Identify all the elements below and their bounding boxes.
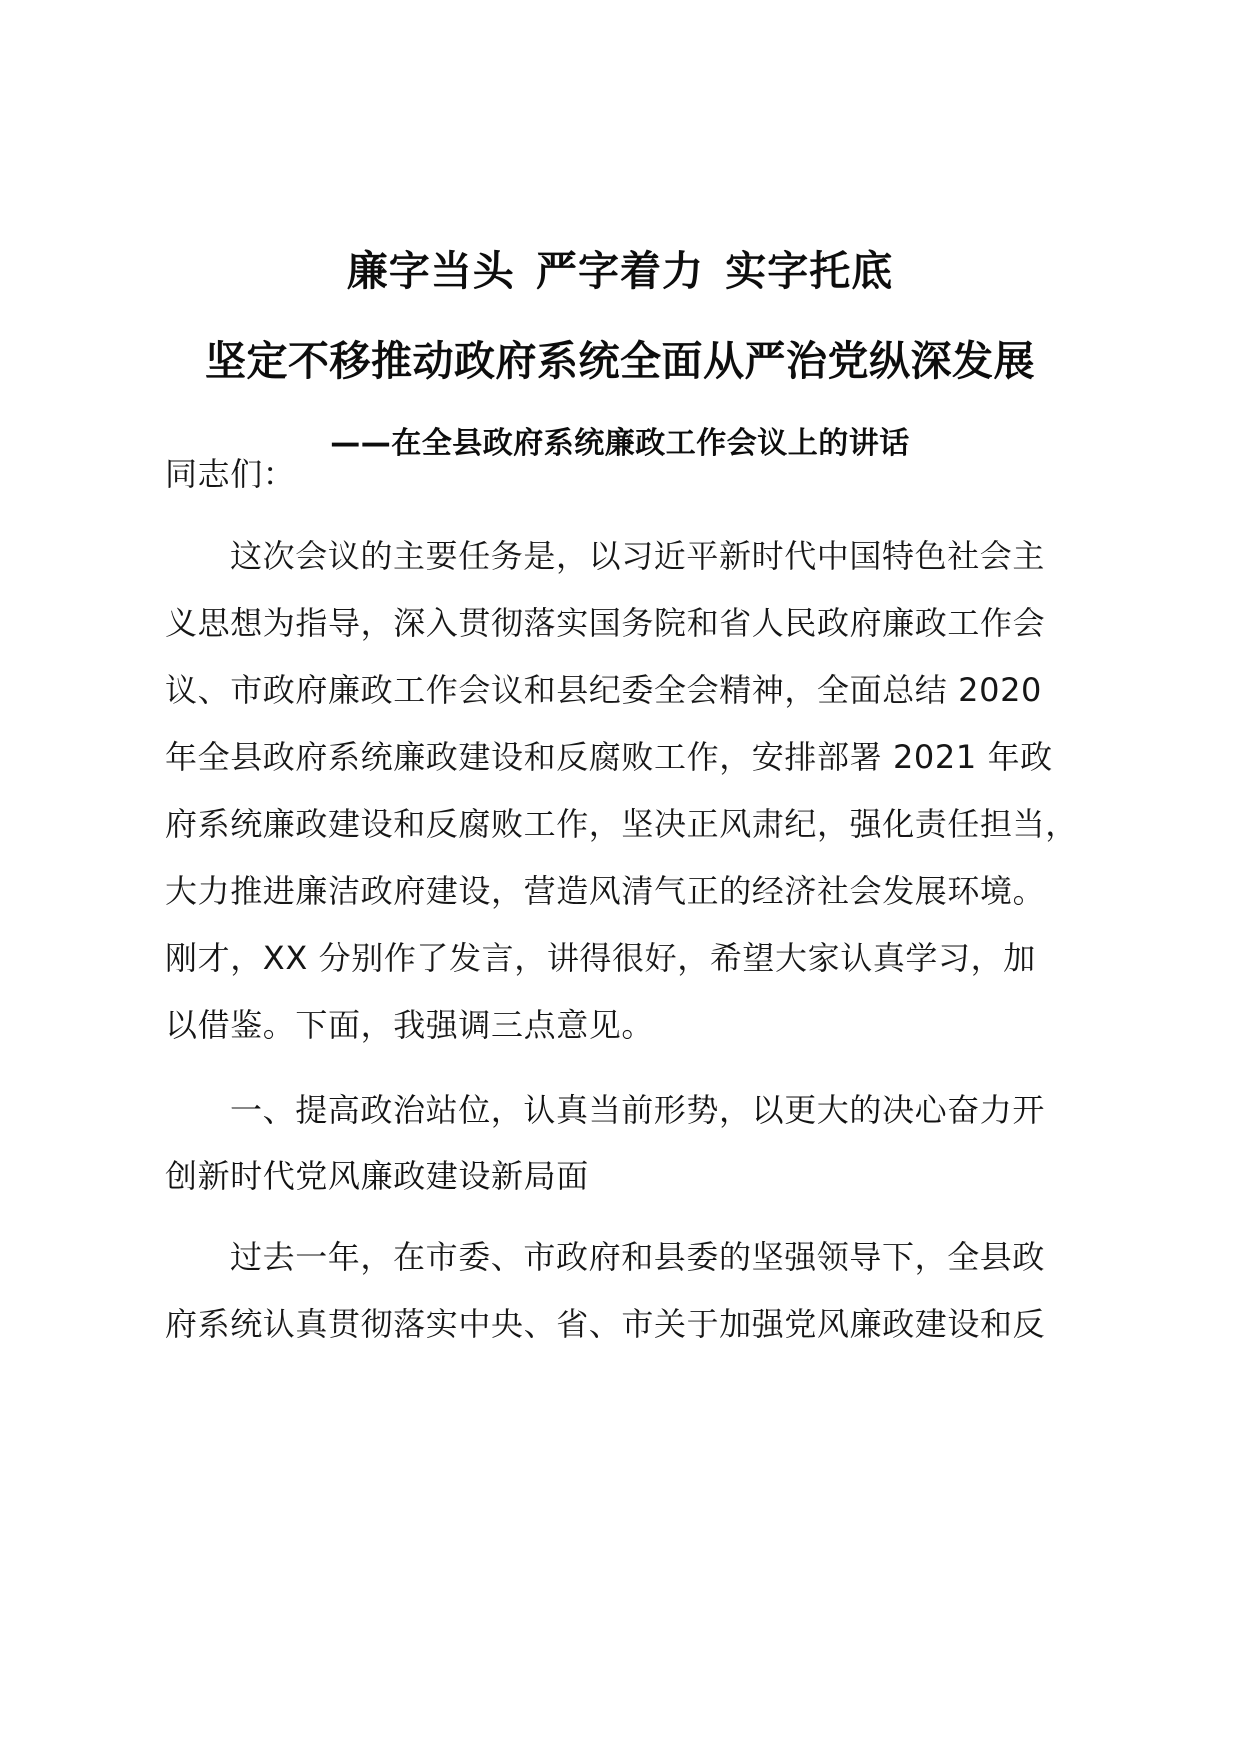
document-title-line-2: 坚定不移推动政府系统全面从严治党纵深发展 [205,337,1035,385]
paragraph-2-line: 府系统认真贯彻落实中央、省、市关于加强党风廉政建设和反 [165,1305,1046,1343]
document-title-line-1: 廉字当头 严字着力 实字托底 [346,247,894,295]
paragraph-1-line: 义思想为指导，深入贯彻落实国务院和省人民政府廉政工作会 [165,604,1046,642]
section-1-heading-line: 创新时代党风廉政建设新局面 [165,1157,589,1195]
paragraph-2-line: 过去一年，在市委、市政府和县委的坚强领导下，全县政 [230,1238,1046,1276]
paragraph-1-line: 大力推进廉洁政府建设，营造风清气正的经济社会发展环境。 [165,872,1046,910]
salutation: 同志们： [165,455,296,493]
paragraph-1-line: 年全县政府系统廉政建设和反腐败工作，安排部署 2021 年政 [165,738,1053,776]
paragraph-1-line: 府系统廉政建设和反腐败工作，坚决正风肃纪，强化责任担当， [165,805,1078,843]
paragraph-1-line: 这次会议的主要任务是，以习近平新时代中国特色社会主 [230,537,1046,575]
paragraph-1-line: 议、市政府廉政工作会议和县纪委全会精神，全面总结 2020 [165,671,1043,709]
document-subtitle: ——在全县政府系统廉政工作会议上的讲话 [330,426,910,461]
paragraph-1-line: 刚才，XX 分别作了发言，讲得很好，希望大家认真学习，加 [165,939,1036,977]
section-1-heading-line: 一、提高政治站位，认真当前形势，以更大的决心奋力开 [230,1091,1046,1129]
paragraph-1-line: 以借鉴。下面，我强调三点意见。 [165,1006,655,1044]
